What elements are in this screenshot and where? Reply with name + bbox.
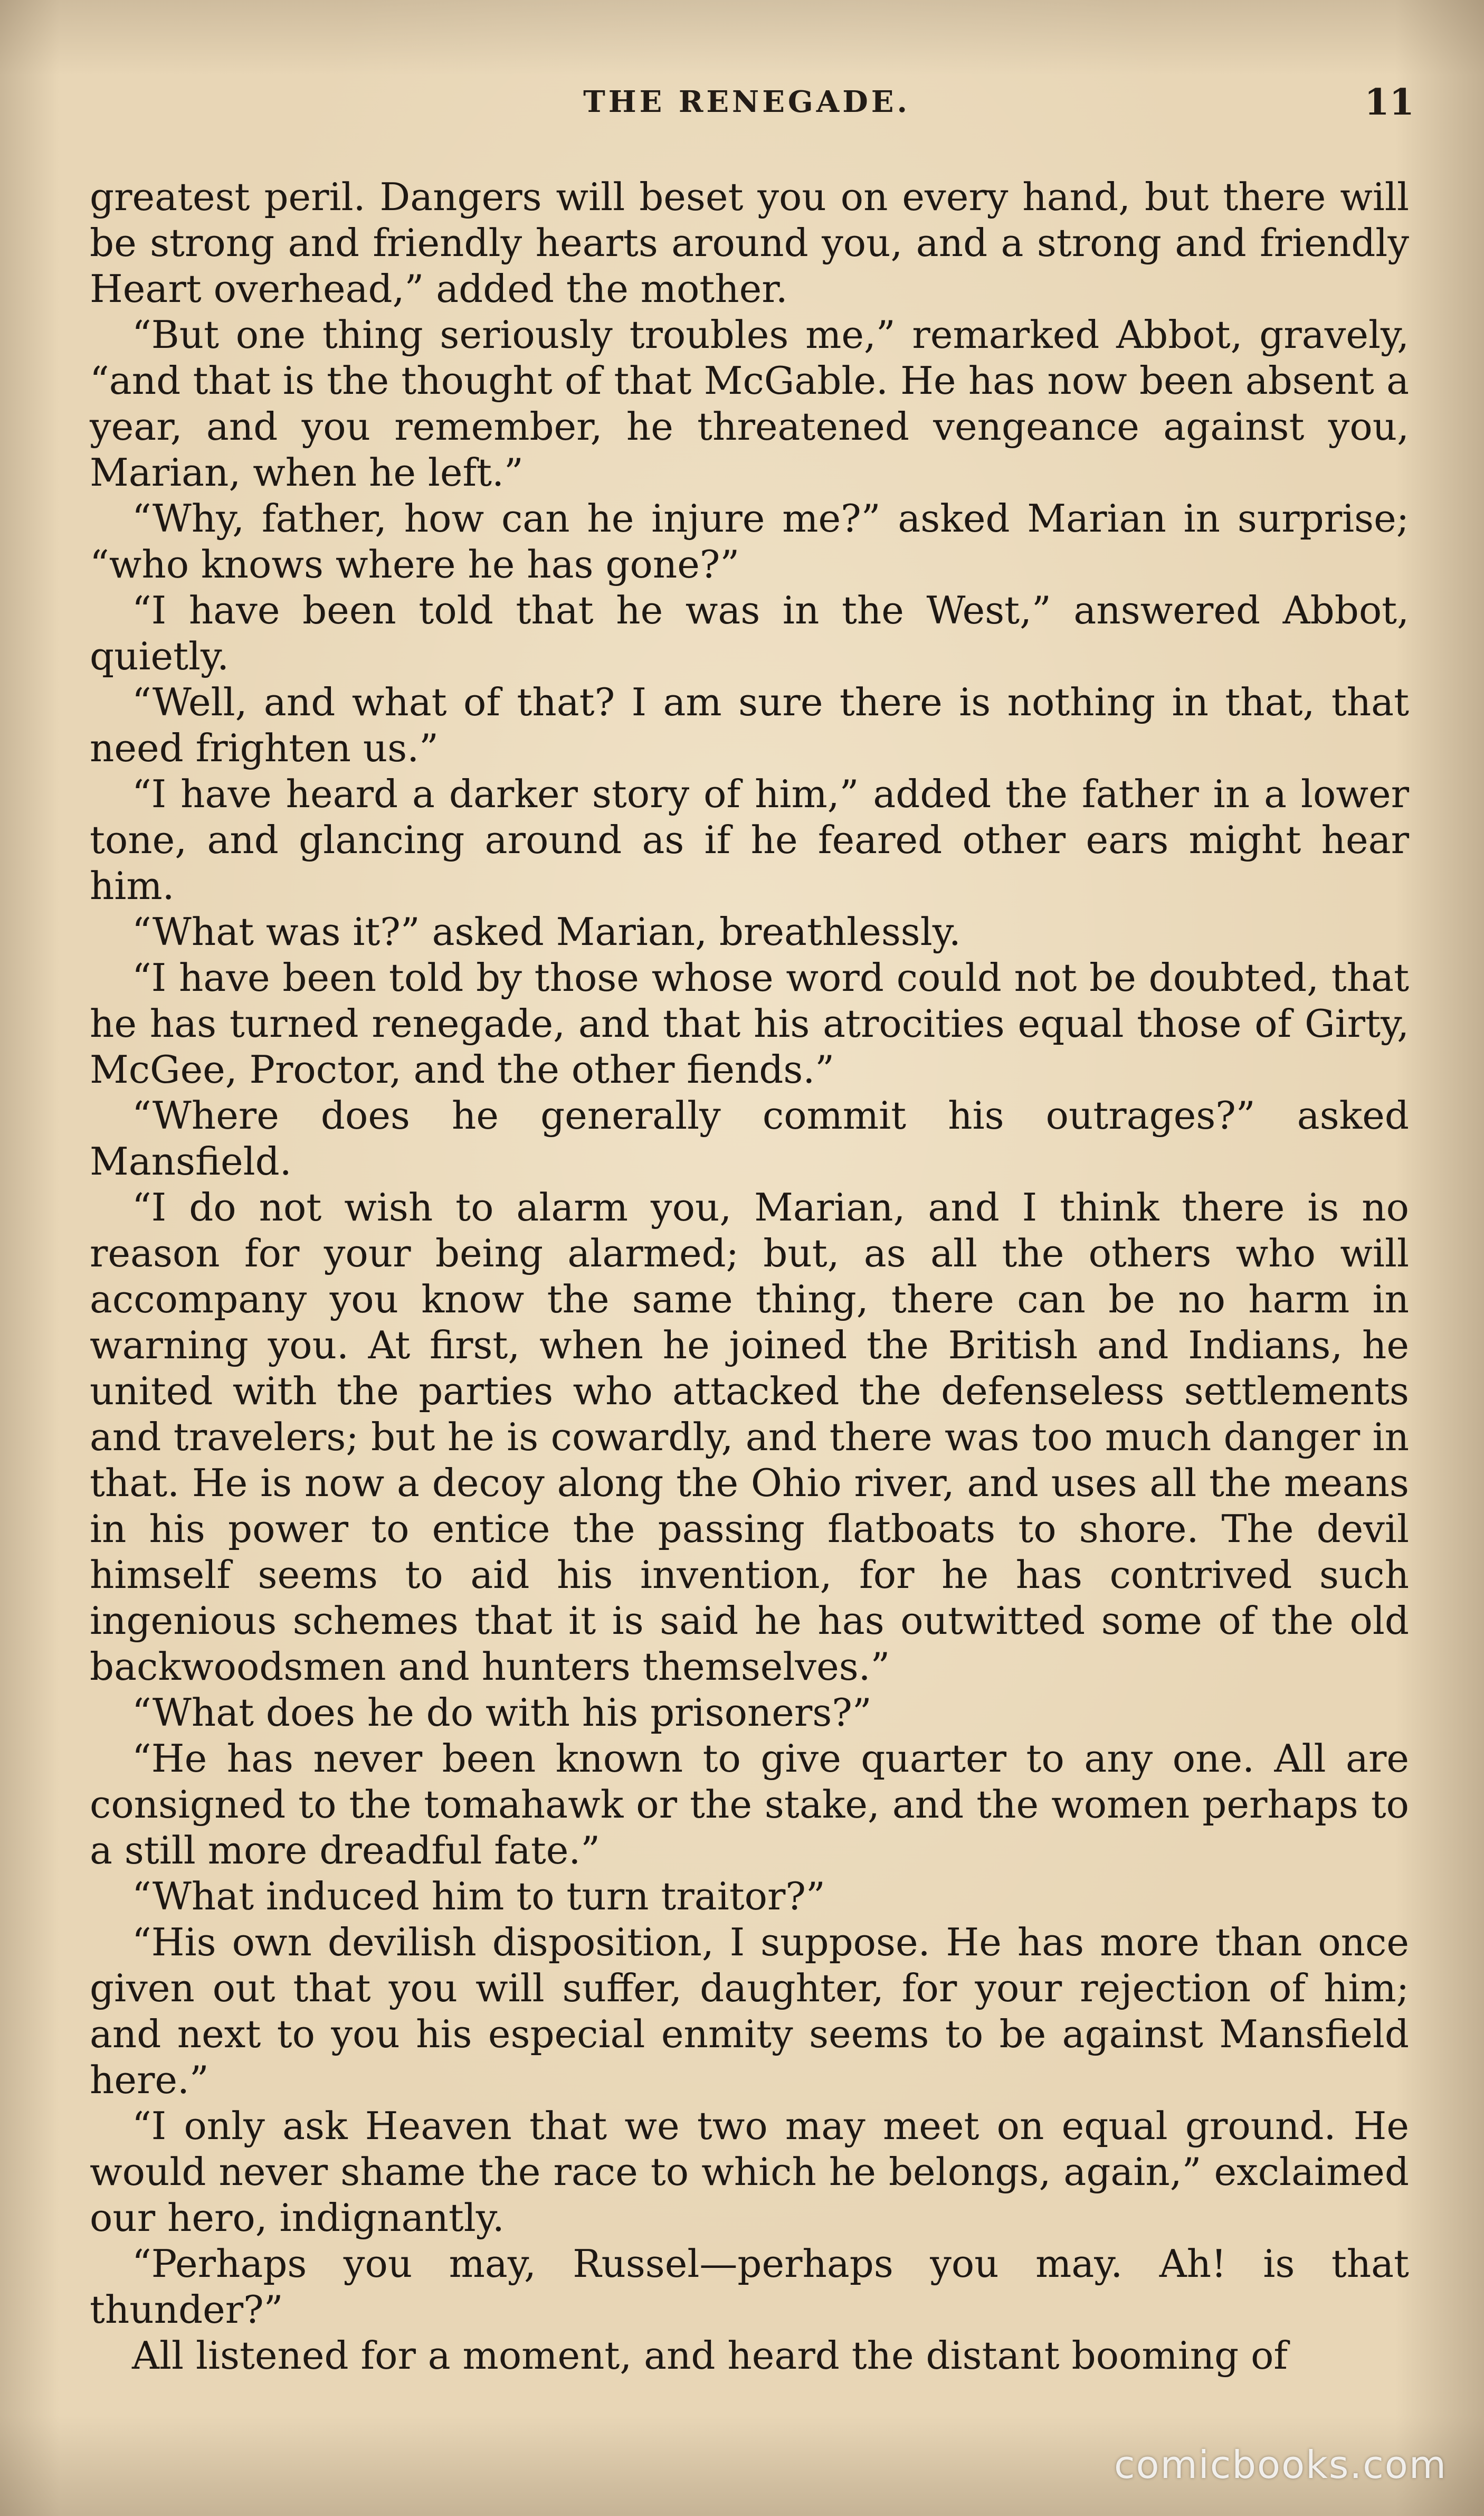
paragraph: “I have been told by those whose word could not be doubted, that he has turned renegade, and that his atrocities equal those of Girty, McGee, Proctor, and the other fiends.” [90, 956, 1409, 1092]
paragraph: “I have been told that he was in the West,” answered Abbot, quietly. [90, 588, 1409, 678]
paragraph: “Perhaps you may, Russel—perhaps you may. Ah! is that thunder?” [90, 2241, 1409, 2332]
paragraph: “His own devilish disposition, I suppose. He has more than once given out that you will suffer, daughter, for your rejection of him; and next to you his especial enmity seems to be against Mansfield here.” [90, 1920, 1409, 2102]
paragraph: “What does he do with his prisoners?” [132, 1690, 872, 1735]
watermark: comicbooks.com [1114, 2443, 1447, 2487]
paragraph: “Where does he generally commit his outrages?” asked Mansfield. [90, 1093, 1409, 1184]
running-title: THE RENEGADE. [583, 84, 910, 119]
paragraph: “I only ask Heaven that we two may meet on equal ground. He would never shame the race to which he belongs, again,” exclaimed our hero, indignantly. [90, 2104, 1409, 2240]
paragraph: “I have heard a darker story of him,” added the father in a lower tone, and glancing around as if he feared other ears might hear him. [90, 772, 1409, 908]
paragraph: “What was it?” asked Marian, breathlessly. [132, 910, 961, 954]
body-text [90, 174, 1409, 2379]
page-number: 11 [1364, 81, 1414, 124]
paragraph: greatest peril. Dangers will beset you on every hand, but there will be strong and friendly hearts around you, and a strong and friendly Heart overhead,” added the mother. [90, 175, 1409, 311]
paragraph: All listened for a moment, and heard the distant booming of [132, 2333, 1288, 2378]
paragraph: “Why, father, how can he injure me?” asked Marian in surprise; “who knows where he has gone?” [90, 496, 1409, 587]
paragraph: “I do not wish to alarm you, Marian, and I think there is no reason for your being alarmed; but, as all the others who will accompany you know the same thing, there can be no harm in warning you. At first, when he joined the British and Indians, he united with the parties who attacked the defenseless settlements and travelers; but he is cowardly, and there was too much danger in that. He is now a decoy along the Ohio river, and uses all the means in his power to entice the passing flatboats to shore. The devil himself seems to aid his invention, for he has contrived such ingenious schemes that it is said he has outwitted some of the old backwoodsmen and hunters themselves.” [90, 1185, 1409, 1689]
paragraph: “What induced him to turn traitor?” [132, 1874, 825, 1918]
paragraph: “But one thing seriously troubles me,” remarked Abbot, gravely, “and that is the thought of that McGable. He has now been absent a year, and you remember, he threatened vengeance against you, Marian, when he left.” [90, 313, 1409, 495]
paragraph: “Well, and what of that? I am sure there is nothing in that, that need frighten us.” [90, 680, 1409, 770]
running-head [79, 81, 1414, 132]
paragraph: “He has never been known to give quarter to any one. All are consigned to the tomahawk or the stake, and the women perhaps to a still more dreadful fate.” [90, 1736, 1409, 1872]
